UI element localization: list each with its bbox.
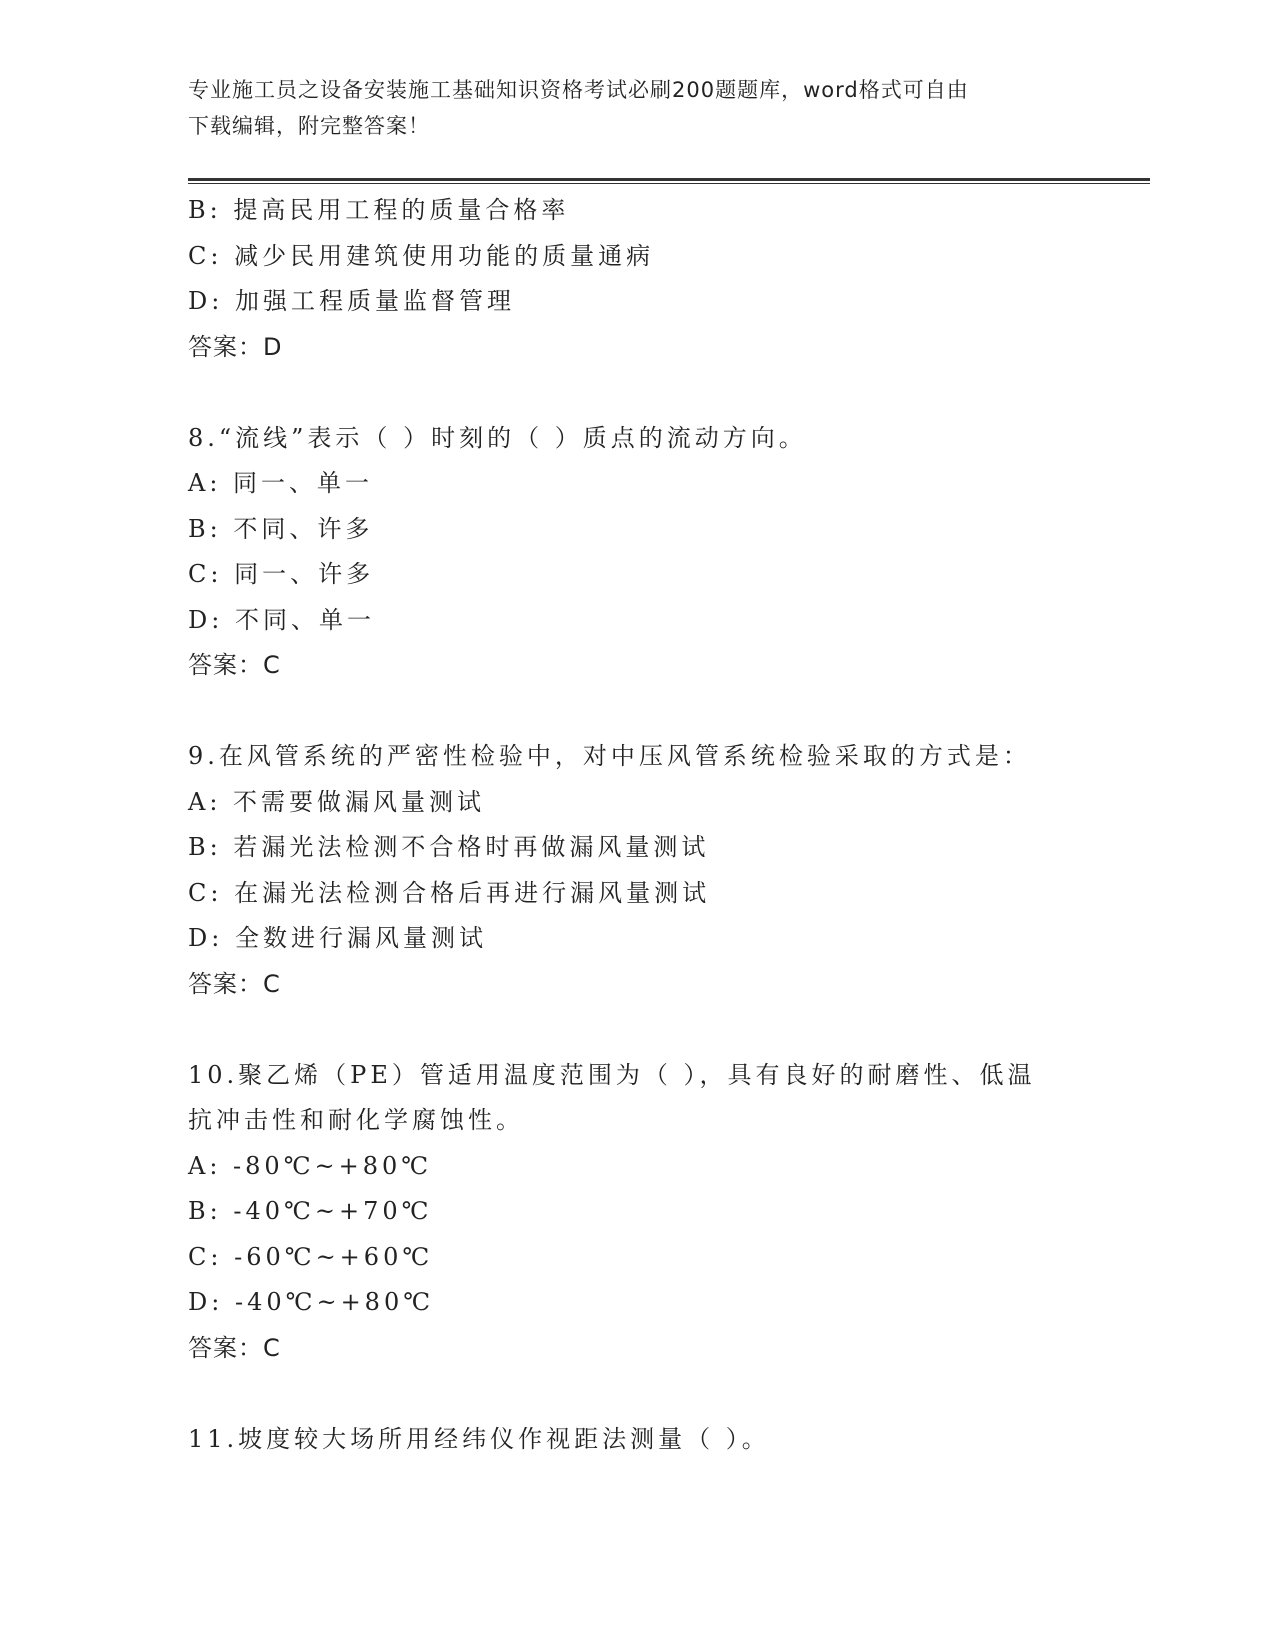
q7-answer: 答案：D — [188, 332, 283, 361]
q9-option-c: C: 在漏光法检测合格后再进行漏风量测试 — [188, 878, 711, 907]
q8-option-a: A: 同一、单一 — [188, 469, 374, 497]
spacer — [188, 689, 1088, 735]
spacer — [188, 1371, 1088, 1417]
spacer — [188, 1007, 1088, 1053]
q10-option-b: B: -40℃~+70℃ — [188, 1197, 433, 1225]
header-line-2: 下载编辑，附完整答案！ — [188, 114, 430, 138]
q10-option-c: C: -60℃~+60℃ — [188, 1242, 434, 1271]
q10-answer: 答案：C — [188, 1333, 281, 1362]
q9-option-b: B: 若漏光法检测不合格时再做漏风量测试 — [188, 833, 710, 861]
q7-option-d: D: 加强工程质量监督管理 — [188, 287, 515, 315]
q8-option-c: C: 同一、许多 — [188, 560, 375, 588]
header-divider-thick — [188, 178, 1150, 181]
spacer — [188, 370, 1088, 416]
q10-option-a: A: -80℃~+80℃ — [188, 1151, 433, 1180]
q11-question: 11.坡度较大场所用经纬仪作视距法测量（ ）。 — [188, 1424, 770, 1453]
q10-question-line-1: 10.聚乙烯（PE）管适用温度范围为（ ），具有良好的耐磨性、低温 — [188, 1060, 1036, 1089]
header-line-1: 专业施工员之设备安装施工基础知识资格考试必刷200题题库，word格式可自由 — [188, 78, 969, 102]
q10-option-d: D: -40℃~+80℃ — [188, 1288, 435, 1316]
q8-option-b: B: 不同、许多 — [188, 514, 374, 543]
q9-option-d: D: 全数进行漏风量测试 — [188, 924, 487, 952]
q9-option-a: A: 不需要做漏风量测试 — [188, 787, 486, 816]
question-content — [188, 188, 1088, 1462]
header-divider-thin — [188, 183, 1150, 184]
q7-option-b: B: 提高民用工程的质量合格率 — [188, 196, 570, 224]
q9-question: 9.在风管系统的严密性检验中，对中压风管系统检验采取的方式是： — [188, 742, 1031, 770]
q8-answer: 答案：C — [188, 651, 281, 679]
q8-question: 8.“流线”表示（ ）时刻的（ ）质点的流动方向。 — [188, 423, 807, 452]
q10-question-line-2: 抗冲击性和耐化学腐蚀性。 — [188, 1106, 524, 1134]
q8-option-d: D: 不同、单一 — [188, 605, 375, 634]
q7-option-c: C: 减少民用建筑使用功能的质量通病 — [188, 241, 655, 270]
q9-answer: 答案：C — [188, 969, 281, 998]
document-header — [188, 72, 1068, 144]
